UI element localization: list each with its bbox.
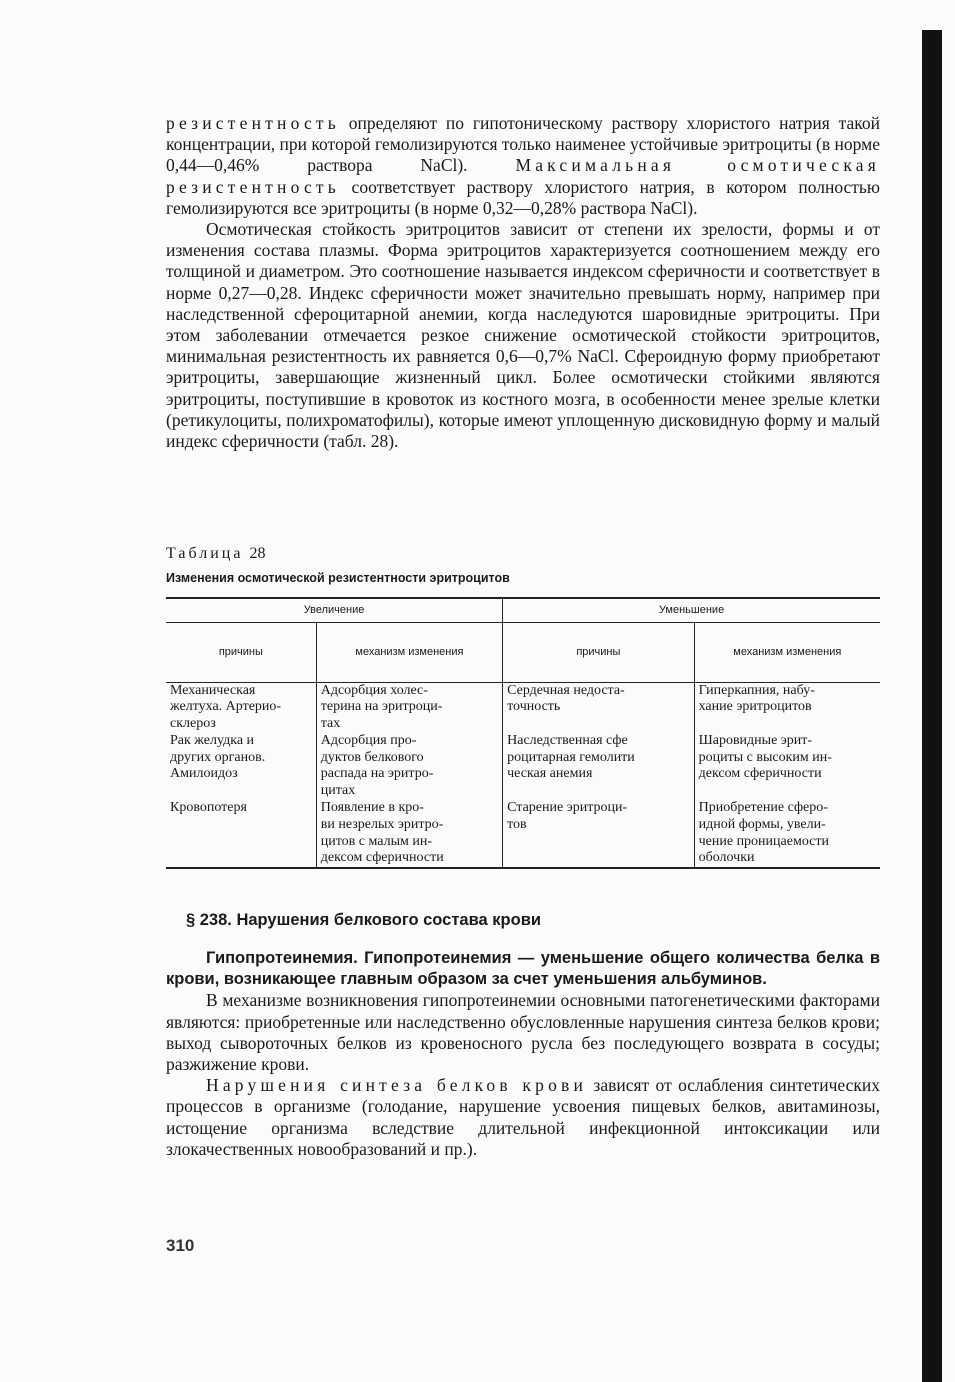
header-decrease-mechanism: механизм изменения <box>694 622 880 682</box>
table-cell <box>503 733 694 800</box>
paragraph-mechanism: В механизме возникновения гипопротеинемии основными патогенетическими факторами являются: приобретенные или наследственно обусловленные нарушения синтеза белков крови; выход сывороточных белков из кровеносного русла без последующего возврата в сосуды; разжижение крови. <box>166 990 880 1075</box>
paragraph-synthesis-text: зависят от ослабления синтетических процессов в организме (голодание, нарушение усвоения пищевых белков, авитаминозы, истощение организма вследствие длительной инфекционной интоксикации или злокачественных новообразований и пр.). <box>166 1075 880 1159</box>
paragraph-max-resistance-text: соответствует раствору хлористого натрия, в котором полностью гемолизируются все эритроциты (в норме 0,32—0,28% раствора NaCl). <box>166 176 880 218</box>
cell-text: Механическая желтуха. Артерио- склероз <box>170 682 282 732</box>
paragraph-resistance-text: определяют по гипотоническому раствору хлористого натрия такой концентрации, при которой гемолизируются только наименее устойчивые эритроциты (в норме 0,44—0,46% раствора NaCl). <box>166 113 880 176</box>
page-number: 310 <box>166 1236 195 1255</box>
table-column-header-row <box>166 622 880 682</box>
cell-text: Адсорбция про- дуктов белкового распада на эритро- цитах <box>320 732 434 799</box>
paragraph-resistance <box>166 113 880 219</box>
table-row <box>166 800 880 868</box>
header-increase-causes: причины <box>218 645 263 658</box>
spaced-term-synthesis: Нарушения синтеза белков крови <box>206 1075 588 1096</box>
table-cell <box>316 733 502 800</box>
table-cell <box>166 733 316 800</box>
section-text-block <box>166 948 880 1160</box>
scan-edge-shadow <box>922 30 942 1382</box>
cell-text: Сердечная недоста- точность <box>507 682 625 715</box>
table-caption <box>166 545 265 563</box>
table-cell <box>503 682 694 733</box>
cell-text: Кровопотеря <box>170 800 247 816</box>
paragraph-osmotic-stability: Осмотическая стойкость эритроцитов зависит от степени их зрелости, формы и от изменения состава плазмы. Форма эритроцитов характеризуется соотношением между его толщиной и диаметром. Это соотношение называется индексом сферичности и соответствует в норме 0,27—0,28. Индекс сферичности может значительно превышать норму, например при наследственной сфероцитарной анемии, когда наследуются шаровидные эритроциты. При этом заболевании отмечается резкое снижение осмотической стойкости эритроцитов, минимальная резистентность их равняется 0,6—0,7% NaCl. Сфероидную форму приобретают эритроциты, завершающие жизненный цикл. Более осмотически стойкими являются эритроциты, поступившие в кровоток из костного мозга, в особенности менее зрелые клетки (ретикулоциты, полихроматофилы), которые имеют уплощенную дисковидную форму и малый индекс сферичности (табл. 28). <box>166 219 880 452</box>
paragraph-hypoproteinemia-definition: Гипопротеинемия. Гипопротеинемия — уменьшение общего количества белка в крови, возникающее главным образом за счет уменьшения альбуминов. <box>166 949 880 989</box>
spaced-term-max-resistance: Максимальная осмотическая резистентность <box>166 155 880 197</box>
cell-text: Шаровидные эрит- роциты с высоким ин- дексом сферичности <box>698 732 832 782</box>
section-heading: § 238. Нарушения белкового состава крови <box>186 911 541 929</box>
cell-text: Адсорбция холес- терина на эритроци- тах <box>320 682 443 732</box>
table-caption-word: Таблица <box>166 545 244 562</box>
paragraph-synthesis <box>166 1075 880 1160</box>
table-cell <box>694 800 880 868</box>
header-increase: Увеличение <box>303 603 365 616</box>
table-cell <box>166 800 316 868</box>
table-row <box>166 733 880 800</box>
cell-text: Наследственная сфе роцитарная гемолити ческая анемия <box>507 732 635 782</box>
cell-text: Рак желудка и других органов. Амилоидоз <box>170 732 266 782</box>
resistance-table <box>166 597 880 869</box>
table-caption-number: 28 <box>249 545 266 562</box>
header-decrease-causes: причины <box>503 622 694 682</box>
table-cell <box>694 682 880 733</box>
cell-text: Появление в кро- ви незрелых эритро- цитов с малым ин- дексом сферичности <box>320 800 444 866</box>
table-cell <box>316 682 502 733</box>
cell-text: Гиперкапния, набу- хание эритроцитов <box>698 682 815 715</box>
header-decrease: Уменьшение <box>503 598 880 622</box>
table-group-header-row <box>166 598 880 622</box>
cell-text: Приобретение сферо- идной формы, увели- чение проницаемости оболочки <box>698 800 829 866</box>
spaced-term-resistance: резистентность <box>166 113 340 133</box>
cell-text: Старение эритроци- тов <box>507 800 628 832</box>
table-cell <box>316 800 502 868</box>
table-cell <box>503 800 694 868</box>
table-cell <box>166 682 316 733</box>
intro-text-block <box>166 113 880 452</box>
table-cell <box>694 733 880 800</box>
header-increase-mechanism: механизм изменения <box>316 622 502 682</box>
table-row <box>166 682 880 733</box>
table-title: Изменения осмотической резистентности эритроцитов <box>166 571 510 585</box>
